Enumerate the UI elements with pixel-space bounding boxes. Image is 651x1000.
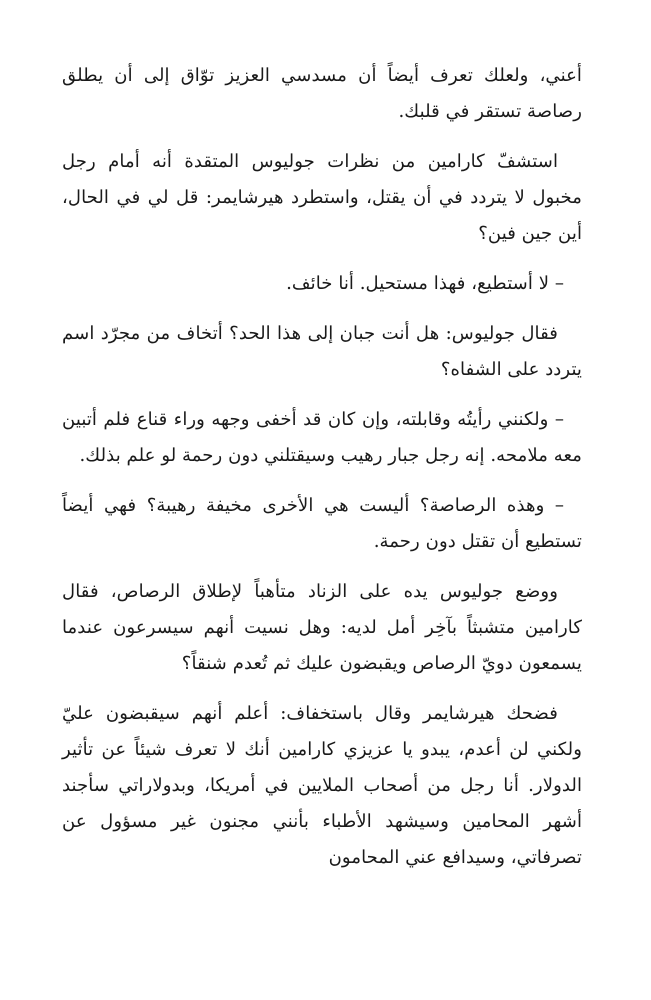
book-page [62,58,582,890]
paragraph-3: – لا أستطيع، فهذا مستحيل. أنا خائف. [286,273,564,294]
paragraph-5: – ولكنني رأيتُه وقابلته، وإن كان قد أخفى وجهه وراء قناع فلم أتبين معه ملامحه. إنه رجل جبار رهيب وسيقتلني دون رحمة لو علم بذلك. [62,409,582,466]
paragraph-4: فقال جوليوس: هل أنت جبان إلى هذا الحد؟ أتخاف من مجرّد اسم يتردد على الشفاه؟ [62,323,582,380]
paragraph-7: ووضع جوليوس يده على الزناد متأهباً لإطلاق الرصاص، فقال كارامين متشبثاً بآخِر أمل لديه: وهل نسيت أنهم سيسرعون عندما يسمعون دويّ الرصاص ويقبضون عليك ثم تُعدم شنقاً؟ [62,581,582,674]
paragraph-8: فضحك هيرشايمر وقال باستخفاف: أعلم أنهم سيقبضون عليّ ولكني لن أعدم، يبدو يا عزيزي كارامين أنك لا تعرف شيئاً عن تأثير الدولار. أنا رجل من أصحاب الملايين في أمريكا، وبدولاراتي سأجند أشهر المحامين وسيشهد الأطباء بأنني مجنون غير مسؤول عن تصرفاتي، وسيدافع عني المحامون [62,703,582,868]
paragraph-2: استشفّ كارامين من نظرات جوليوس المتقدة أنه أمام رجل مخبول لا يتردد في أن يقتل، واستطرد هيرشايمر: قل لي في الحال، أين جين فين؟ [62,151,582,244]
paragraph-1: أعني، ولعلك تعرف أيضاً أن مسدسي العزيز توّاق إلى أن يطلق رصاصة تستقر في قلبك. [62,65,582,122]
paragraph-6: – وهذه الرصاصة؟ أليست هي الأخرى مخيفة رهيبة؟ فهي أيضاً تستطيع أن تقتل دون رحمة. [62,495,582,552]
